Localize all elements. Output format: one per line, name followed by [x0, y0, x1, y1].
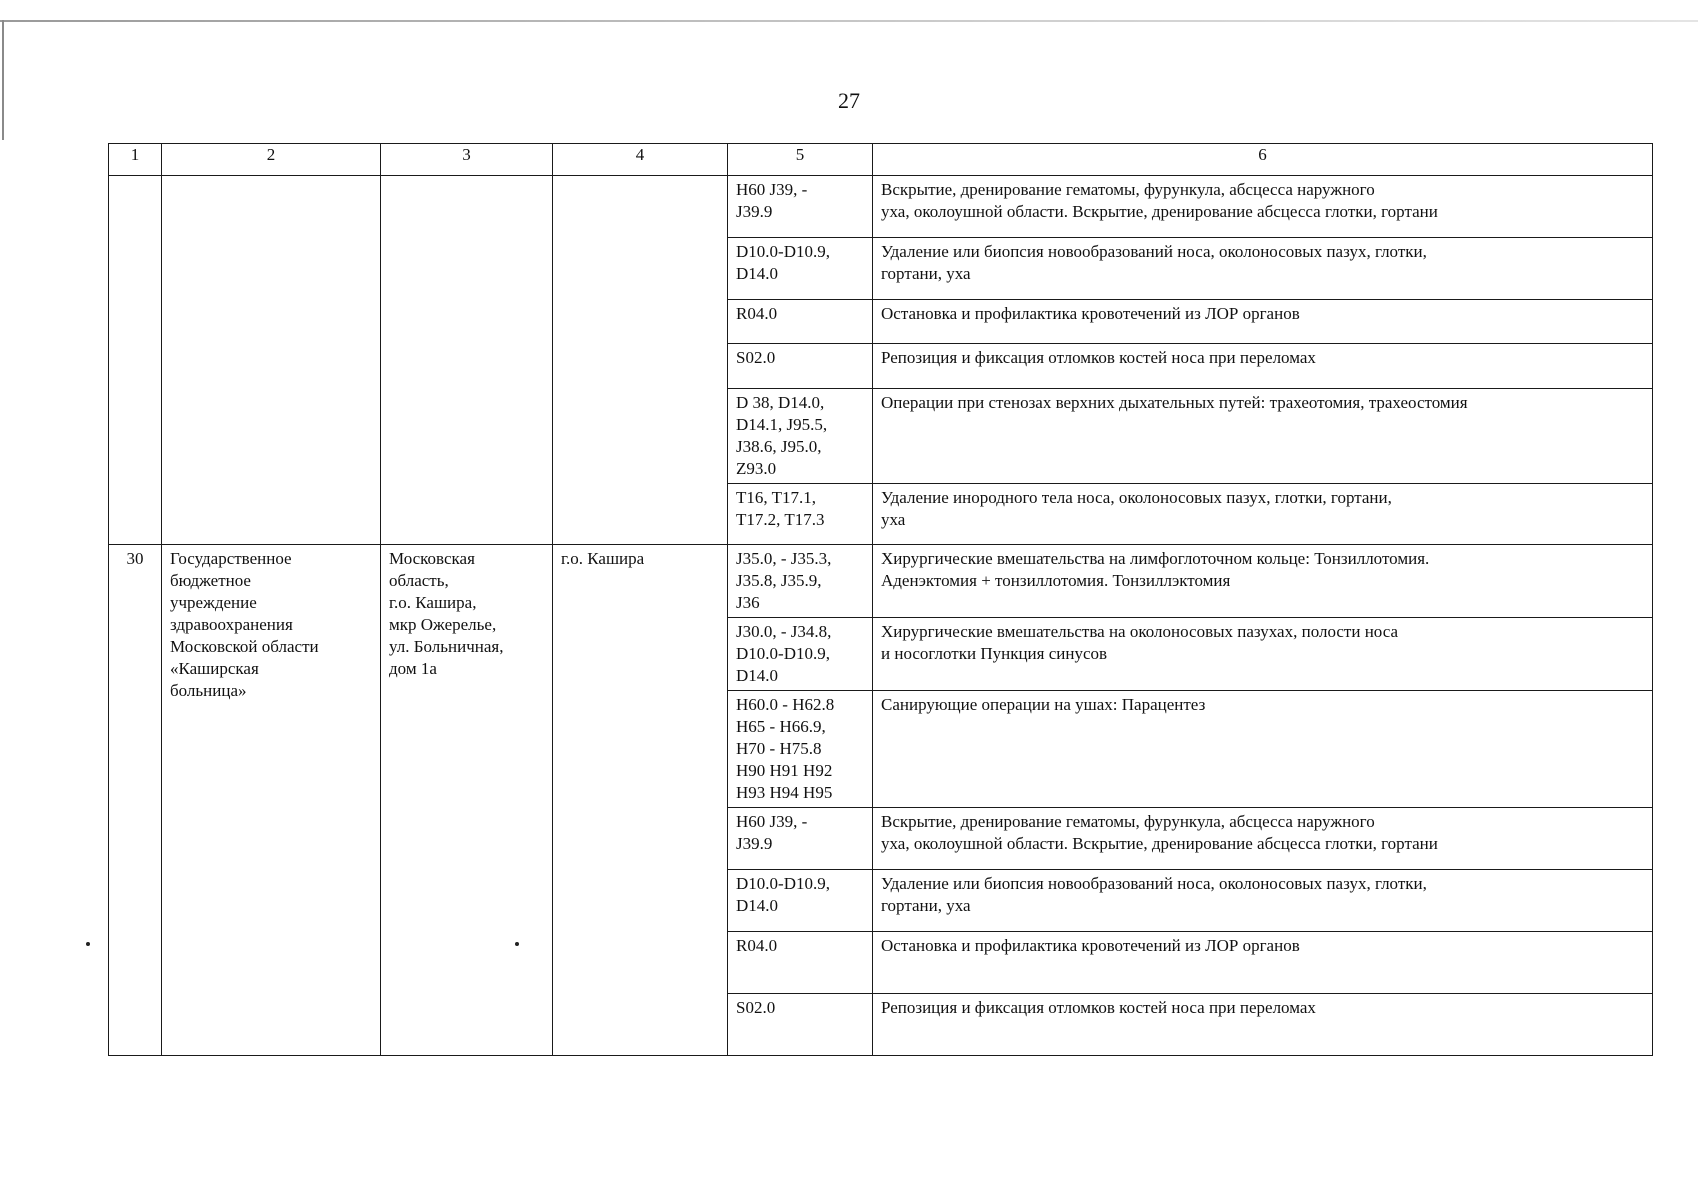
address-cell: Московская область, г.о. Кашира, мкр Ожерелье, ул. Больничная, дом 1а: [381, 545, 553, 1056]
column-header: 4: [553, 144, 728, 176]
icd-codes-cell: H60 J39, - J39.9: [728, 176, 873, 238]
icd-codes-cell: R04.0: [728, 932, 873, 994]
procedure-cell: Хирургические вмешательства на лимфоглоточном кольце: Тонзиллотомия. Аденэктомия + тонзиллотомия. Тонзиллэктомия: [873, 545, 1653, 618]
scan-edge-top: [0, 20, 1698, 22]
scan-speck: [86, 942, 90, 946]
procedures-table: [108, 143, 1653, 1056]
column-header: 5: [728, 144, 873, 176]
icd-codes-cell: T16, T17.1, T17.2, T17.3: [728, 484, 873, 545]
icd-codes-cell: J35.0, - J35.3, J35.8, J35.9, J36: [728, 545, 873, 618]
icd-codes-cell: D 38, D14.0, D14.1, J95.5, J38.6, J95.0, Z93.0: [728, 389, 873, 484]
procedure-cell: Репозиция и фиксация отломков костей носа при переломах: [873, 994, 1653, 1056]
scan-speck: [515, 942, 519, 946]
procedure-cell: Остановка и профилактика кровотечений из ЛОР органов: [873, 300, 1653, 344]
continuation-address-cell: [381, 176, 553, 545]
entry-number-cell: 30: [109, 545, 162, 1056]
icd-codes-cell: S02.0: [728, 994, 873, 1056]
column-header: 1: [109, 144, 162, 176]
continuation-municipality-cell: [553, 176, 728, 545]
icd-codes-cell: H60 J39, - J39.9: [728, 808, 873, 870]
column-header: 3: [381, 144, 553, 176]
procedure-cell: Санирующие операции на ушах: Парацентез: [873, 691, 1653, 808]
icd-codes-cell: D10.0-D10.9, D14.0: [728, 870, 873, 932]
scan-edge-left: [2, 20, 4, 140]
procedure-cell: Удаление инородного тела носа, околоносовых пазух, глотки, гортани, уха: [873, 484, 1653, 545]
continuation-institution-cell: [162, 176, 381, 545]
procedure-cell: Остановка и профилактика кровотечений из ЛОР органов: [873, 932, 1653, 994]
continuation-number-cell: [109, 176, 162, 545]
procedure-cell: Хирургические вмешательства на околоносовых пазухах, полости носа и носоглотки Пункция синусов: [873, 618, 1653, 691]
procedure-cell: Операции при стенозах верхних дыхательных путей: трахеотомия, трахеостомия: [873, 389, 1653, 484]
procedure-cell: Вскрытие, дренирование гематомы, фурункула, абсцесса наружного уха, околоушной области. Вскрытие, дренирование абсцесса глотки, гортани: [873, 808, 1653, 870]
procedure-cell: Вскрытие, дренирование гематомы, фурункула, абсцесса наружного уха, околоушной области. Вскрытие, дренирование абсцесса глотки, гортани: [873, 176, 1653, 238]
column-header: 6: [873, 144, 1653, 176]
column-header: 2: [162, 144, 381, 176]
procedure-cell: Удаление или биопсия новообразований носа, околоносовых пазух, глотки, гортани, уха: [873, 238, 1653, 300]
table-row: [109, 176, 1653, 238]
procedure-cell: Репозиция и фиксация отломков костей носа при переломах: [873, 344, 1653, 389]
page-number: 27: [838, 88, 860, 113]
icd-codes-cell: D10.0-D10.9, D14.0: [728, 238, 873, 300]
icd-codes-cell: H60.0 - H62.8 H65 - H66.9, H70 - H75.8 H90 H91 H92 H93 H94 H95: [728, 691, 873, 808]
icd-codes-cell: J30.0, - J34.8, D10.0-D10.9, D14.0: [728, 618, 873, 691]
icd-codes-cell: R04.0: [728, 300, 873, 344]
procedure-cell: Удаление или биопсия новообразований носа, околоносовых пазух, глотки, гортани, уха: [873, 870, 1653, 932]
table-row: [109, 545, 1653, 618]
icd-codes-cell: S02.0: [728, 344, 873, 389]
table-header-row: [109, 144, 1653, 176]
municipality-cell: г.о. Кашира: [553, 545, 728, 1056]
institution-cell: Государственное бюджетное учреждение здравоохранения Московской области «Каширская больница»: [162, 545, 381, 1056]
